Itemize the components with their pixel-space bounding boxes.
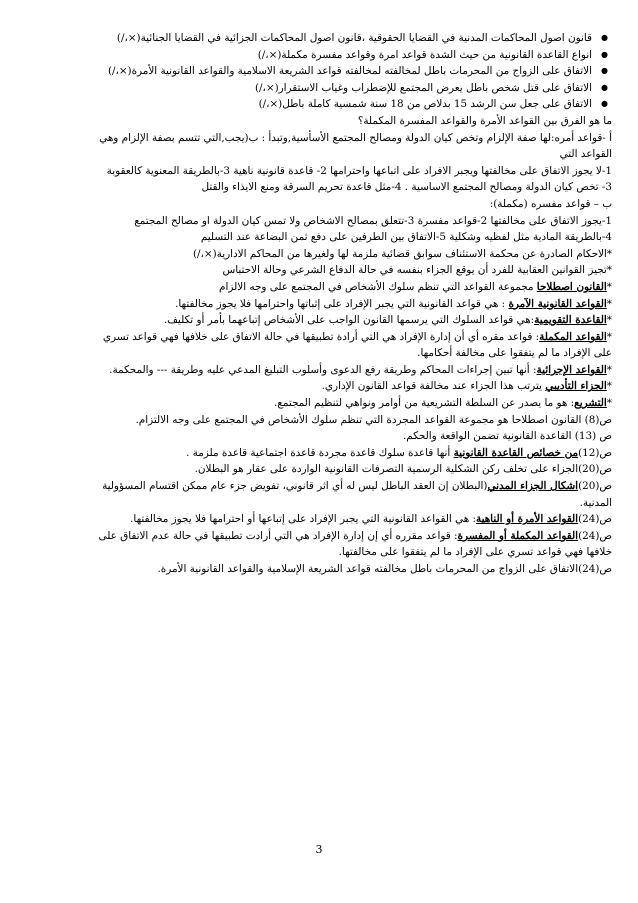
page-ref-cont: المدنية. (579, 496, 612, 509)
page-ref: ص(20)الجزاء على تخلف ركن الشكلية الرسمية التصرفات القانونية الواردة على عقار هو البطلان. (194, 463, 612, 476)
point-b: 4-بالطريقة المادية مثل لفظيه وشكلية 5-الاتفاق بين الطرفين على دفع ثمن البضاعة عند التسليم (200, 231, 612, 244)
page-ref: ص(20)اشكال الجزاء المدني(البطلان إن العقد الباطل ليس له أي اثر قانوني، تفويض جزء عام ممكن اقتسام المسؤولية (102, 480, 612, 493)
answer-b: ب – قواعد مفسره (مكملة): (489, 197, 612, 210)
definition: *الجزاء التأديبي يترتب هذا الجزاء عند مخالفة قواعد القانون الإداري. (321, 380, 612, 393)
document-body (30, 30, 612, 578)
definition-text: : هي قواعد القانونية التي يجبر الإفراد على إثباتها واحترامها فلا يجوز مخالفتها. (175, 297, 509, 310)
definition-term: القواعد الإجرائية (536, 363, 607, 376)
page-ref: ص(8) القانون اصطلاحا هو مجموعة القواعد المجردة التي تنظم سلوك الأشخاص في المجتمع على وجه الالتزام. (135, 413, 612, 426)
definition-text: :هي قواعد السلوك التي يرسمها القانون الواجب على الأشخاص إتباعهما بأمر أو تكليف. (163, 314, 535, 327)
definition-term: التشريع (574, 397, 607, 410)
definition-term: الجزاء التأديبي (545, 380, 607, 393)
point-b: 1-يجوز الاتفاق على مخالفتها 2-قواعد مفسرة 3-تتعلق بمصالح الاشخاص ولا تمس كيان الدولة او مصالح المجتمع (134, 214, 612, 227)
page-ref: ص(12)من خصائص القاعدة القانونية أنها قاعدة سلوك قاعدة مجردة قاعدة اجتماعية قاعدة ملزمة . (186, 446, 612, 459)
ref-term: اشكال الجزاء المدني (487, 480, 579, 493)
page-ref-cont: خلافها فهي قواعد تسري على الإفراد ما لم يتفقوا على مخالفتها. (338, 546, 612, 559)
bullet-item: ● الاتفاق على الزواج من المحرمات باطل لمخالفته لمخالفته قواعد الشريعة الاسلامية والقواعد القانونية الأمرة(×،/) (30, 63, 612, 80)
definition-term: القواعد المكملة (539, 330, 607, 343)
page-number: 3 (315, 843, 323, 856)
question: ما هو الفرق بين القواعد الأمرة والقواعد المفسرة المكملة؟ (357, 114, 612, 127)
definition: *التشريع: هو ما يصدر عن السلطة التشريعية من أوامر ونواهي لتنظيم المجتمع. (273, 397, 612, 410)
bullet-item: ● انواع القاعدة القانونية من حيث الشدة قواعد امرة وقواعد مفسرة مكملة(×،/) (30, 47, 612, 64)
ref-term: القواعد الأمرة أو الناهية (476, 513, 579, 526)
definition-term: القواعد القانونية الآمرة (508, 297, 607, 310)
page-ref: ص(24)القواعد المكملة أو المفسرة: قواعد مقرره أي إن إدارة الإفراد هي التي أرادت تطبيقها في حالة عدم الاتفاق على (98, 529, 612, 542)
star-line: *الاحكام الصادرة عن محكمة الاستئناف سوابق قضائية ملزمة لها ولغيرها من المحاكم الادارية(×،/) (193, 247, 612, 260)
definition-text: مجموعة القواعد التي تنظم سلوك الأشخاص في المجتمع على وجه الالزام (219, 280, 537, 293)
definition-text: : هو ما يصدر عن السلطة التشريعية من أوامر ونواهي لتنظيم المجتمع. (273, 397, 575, 410)
point-a: 3- تخص كيان الدولة ومصالح المجتمع الاساسية . 4-مثل قاعدة تحريم السرقة ومنع الايذاء والقتل (201, 181, 612, 194)
page-ref: ص (13) القاعدة القانونية تضمن الواقعة والحكم. (402, 430, 612, 443)
definition-text: يترتب هذا الجزاء عند مخالفة قواعد القانون الإداري. (321, 380, 546, 393)
bullet-item: ● الاتفاق على قتل شخص باطل يعرض المجتمع للإضطراب وغياب الاستقرار(×،/) (30, 80, 612, 97)
definition-text: : قواعد مقره أي أن إدارة الإفراد هي التي أرادة تطبيقها في حالة الاتفاق على خلافها فهي قواعد تسري (102, 330, 540, 343)
definition-cont: على الإفراد ما لم يتفقوا على مخالفة أحكامها. (417, 347, 612, 360)
point-a: 1-لا يجوز الاتفاق على مخالفتها ويجبر الافراد على اتباعها واحترامها 2- قاعدة قانونية ناهية 3-بالطريقة المعنوية كالعقوبة (106, 164, 612, 177)
star-line: *تجيز القوانين العقابية للفرد أن يوقع الجزاء بنفسه في حالة الدفاع الشرعي وحالة الاحتباس (222, 264, 612, 277)
definition-term: القاعدة التقويمية (534, 314, 607, 327)
definition: *القواعد المكملة: قواعد مقره أي أن إدارة الإفراد هي التي أرادة تطبيقها في حالة الاتفاق على خلافها فهي قواعد تسري (102, 330, 612, 343)
ref-term: من خصائص القاعدة القانونية (453, 446, 579, 459)
page-ref: ص(24)القواعد الأمرة أو الناهية: هي القواعد القانونية التي يجبر الإفراد على إتباعها أو احترامها فلا يجوز مخالفتها. (130, 513, 612, 526)
definition: *القواعد الإجرائية: أنها تبين إجراءات المحاكم وطريقة رفع الدعوى وأسلوب التبليغ المدعي عليه وطريقة --- والمحكمة. (109, 363, 612, 376)
definition-term: القانون اصطلاحا (536, 280, 607, 293)
definition: *القواعد القانونية الآمرة : هي قواعد القانونية التي يجبر الإفراد على إثباتها واحترامها فلا يجوز مخالفتها. (175, 297, 612, 310)
answer-a-cont: القواعد التي (559, 148, 612, 161)
definition: *القانون اصطلاحا مجموعة القواعد التي تنظم سلوك الأشخاص في المجتمع على وجه الالزام (219, 280, 612, 293)
page-ref: ص(24)الاتفاق على الزواج من المحرمات باطل مخالفته قواعد الشريعة الإسلامية والقواعد القانونية الأمرة. (157, 563, 612, 575)
bullet-item: ● قانون اصول المحاكمات المدنية في القضايا الحقوقية ،قانون اصول المحاكمات الجزائية في القضايا الجنائية(×،/) (30, 30, 612, 47)
ref-term: القواعد المكملة أو المفسرة (457, 529, 579, 542)
definition-text: : أنها تبين إجراءات المحاكم وطريقة رفع الدعوى وأسلوب التبليغ المدعي عليه وطريقة --- والمحكمة. (109, 363, 537, 376)
definition: *القاعدة التقويمية:هي قواعد السلوك التي يرسمها القانون الواجب على الأشخاص إتباعهما بأمر أو تكليف. (163, 314, 612, 327)
bullet-item: ● الاتفاق على جعل سن الرشد 15 بدلاص من 18 سنة شمسية كاملة باطل(×،/) (30, 96, 612, 113)
answer-a: أ -قواعد أمره:لها صفة الإلزام وتخص كيان الدولة ومصالح المجتمع الأسأسية,وتبدأ : ب(يجب,التي تتسم بصفة الإلزام وهي (99, 131, 612, 144)
